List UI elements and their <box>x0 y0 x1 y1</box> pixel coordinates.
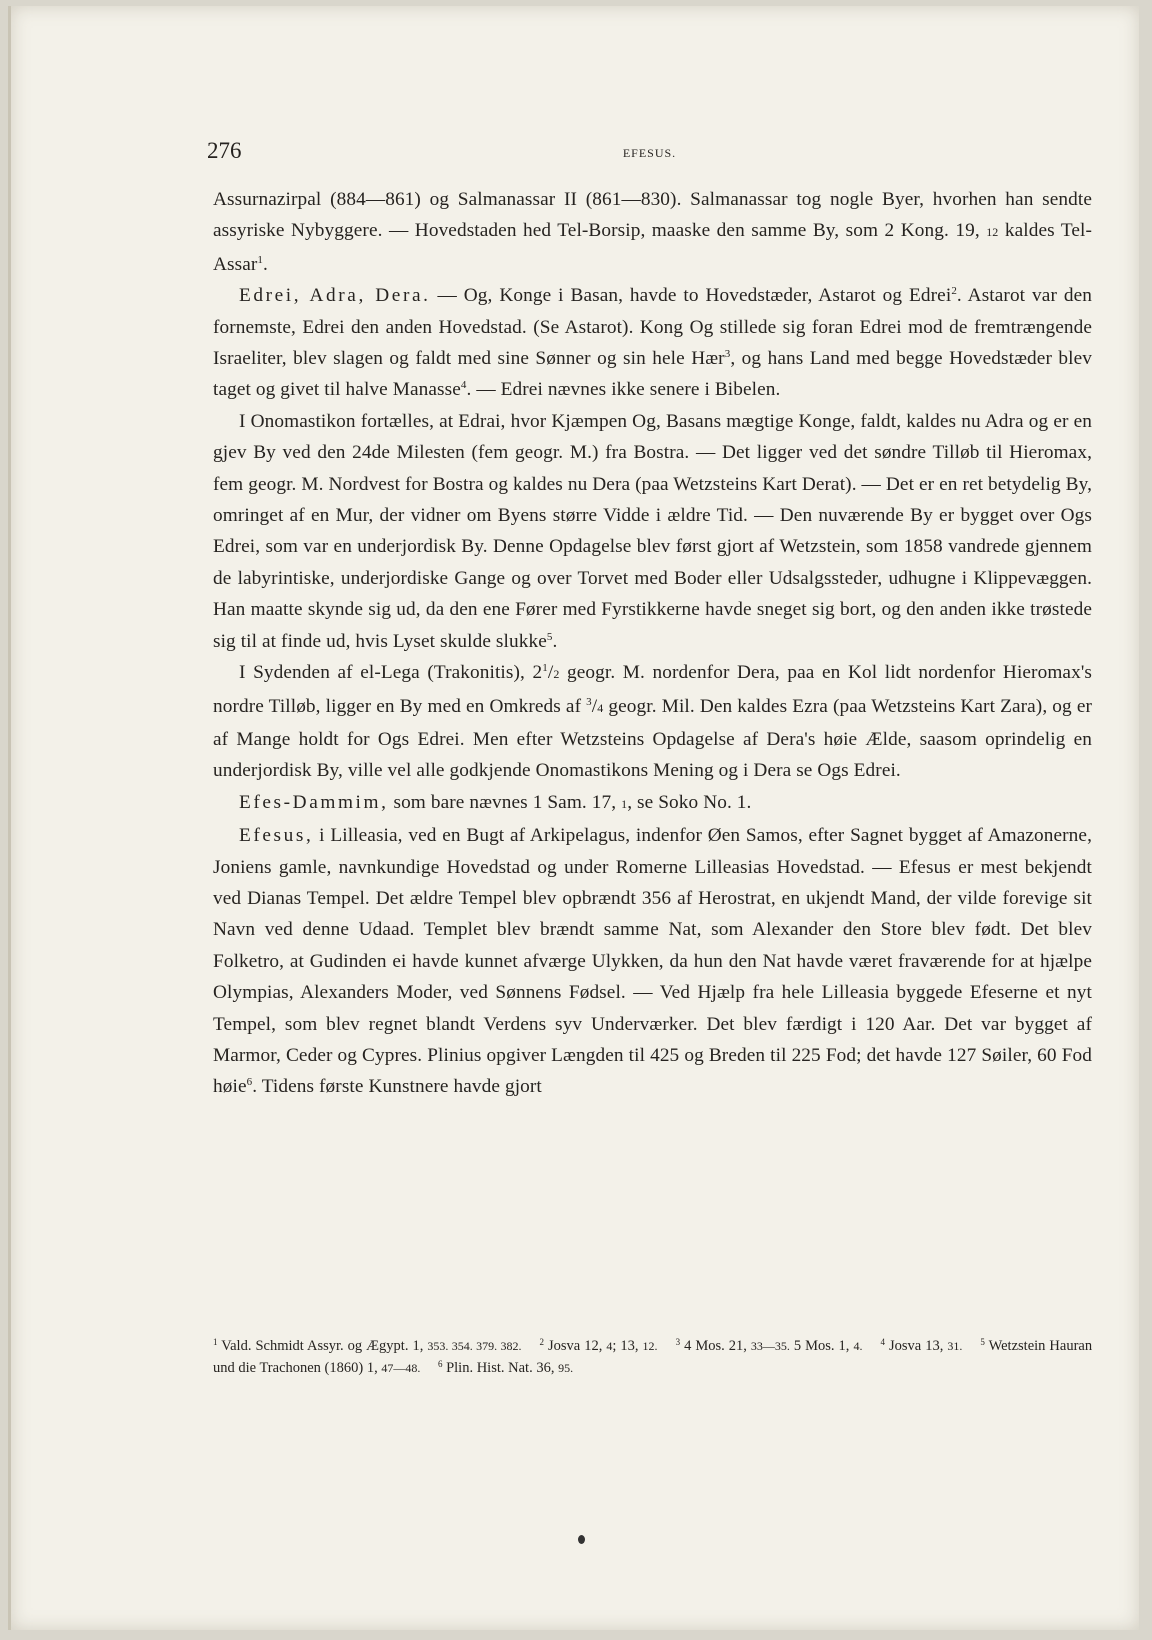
verse-number: 4 <box>606 1339 613 1353</box>
text-run: , og hans Land med begge Hovedstæder blev taget og givet til halve Manasse <box>213 348 1092 401</box>
text-run: , se Soko No. 1. <box>627 791 752 813</box>
footnote-ref: 2 <box>951 285 957 298</box>
text-run: / <box>591 695 598 717</box>
text-run: kaldes Tel-Assar <box>213 220 1092 275</box>
text-run: . Tidens første Kunstnere havde gjort <box>252 1076 542 1098</box>
text-run: geogr. Mil. Den kaldes Ezra (paa Wetzsteins Kart Zara), og er af Mange holdt for Ogs Edrei. Men efter Wetzsteins Opdagelse af Dera's høie Ælde, saasom oprindelig en underjordisk By, ville vel alle godkjende Onomastikons Mening og i Dera se Ogs Edrei. <box>213 695 1092 782</box>
text-run: Wetzstein Hauran und die Trachonen (1860) 1, <box>213 1338 1093 1376</box>
page-header <box>207 138 1092 168</box>
text-run: Plin. Hist. Nat. 36, <box>446 1360 559 1376</box>
footnote-ref: 1 <box>257 253 264 266</box>
page-number: 276 <box>207 138 242 163</box>
paragraph <box>213 657 1092 787</box>
footnote <box>438 1360 573 1376</box>
footnote-ref: 4 <box>460 379 467 392</box>
text-run: som bare nævnes 1 Sam. 17, <box>388 791 622 813</box>
footnote-mark: 2 <box>539 1337 544 1347</box>
paragraph <box>213 280 1092 406</box>
footnotes <box>213 1335 1092 1379</box>
running-title: EFESUS. <box>622 146 677 160</box>
verse-number: 1 <box>621 796 628 811</box>
verse-number: 353. 354. 379. 382. <box>427 1339 522 1353</box>
entry-headword: Efesus, <box>239 825 314 847</box>
footnote <box>213 1338 521 1354</box>
verse-number: 31. <box>947 1339 963 1353</box>
footnote-mark: 5 <box>980 1337 985 1347</box>
verse-number: 2 <box>553 667 560 682</box>
footnote-mark: 6 <box>437 1359 443 1369</box>
text-run: . — Edrei nævnes ikke senere i Bibelen. <box>466 379 781 401</box>
text-run: 4 Mos. 21, <box>684 1338 751 1354</box>
footnote <box>540 1338 658 1354</box>
text-run: Josva 12, <box>548 1338 607 1354</box>
footnote-mark: 1 <box>213 1337 218 1347</box>
text-run: Assurnazirpal (884—861) og Salmanassar II (861—830). Salmanassar tog nogle Byer, hvorhen han sendte assyriske Nybyggere. — Hovedstaden hed Tel-Borsip, maaske den samme By, som 2 Kong. 19, <box>213 189 1092 242</box>
verse-number: 47—48. <box>381 1361 421 1375</box>
text-run: . <box>263 253 268 275</box>
entry-headword: Efes-Dammim, <box>239 791 389 813</box>
footnote-mark: 4 <box>880 1337 885 1347</box>
verse-number: 33—35. <box>750 1339 790 1353</box>
verse-number: 12. <box>642 1339 658 1353</box>
footnote-ref: 6 <box>246 1076 253 1089</box>
footnote-ref: 5 <box>546 630 553 643</box>
verse-number: 12 <box>986 225 999 240</box>
footnote <box>880 1338 962 1354</box>
entry-headword: Edrei, Adra, Dera. <box>239 285 431 307</box>
text-run: Vald. Schmidt Assyr. og Ægypt. 1, <box>221 1338 428 1354</box>
verse-number: 95. <box>558 1361 574 1375</box>
text-run: . Astarot var den fornemste, Edrei den anden Hovedstad. (Se Astarot). Kong Og stillede sig foran Edrei mod de fremtrængende Israeliter, blev slagen og faldt med sine Sønner og sin hele Hær <box>213 285 1092 370</box>
text-run: I Sydenden af el-Lega (Trakonitis), 2 <box>239 662 543 684</box>
ink-speck <box>578 1535 585 1544</box>
text-run: I Onomastikon fortælles, at Edrai, hvor Kjæmpen Og, Basans mægtige Konge, faldt, kaldes nu Adra og er en gjev By ved den 24de Milesten (fem geogr. M.) fra Bostra. — Det ligger ved det søndre Tilløb til Hieromax, fem geogr. M. Nordvest for Bostra og kaldes nu Dera (paa Wetzsteins Kart Derat). — Det er en ret betydelig By, omringet af en Mur, der vidner om Byens større Vidde i ældre Tid. — Den nuværende By er bygget over Ogs Edrei, som var en underjordisk By. Denne Opdagelse blev først gjort af Wetzstein, som 1858 vandrede gjennem de labyrintiske, underjordiske Gange og over Torvet med Boder eller Udsalgssteder, udhugne i Klippevæggen. Han maatte skynde sig ud, da den ene Fører med Fyrstikkerne havde sneget sig bort, og den anden ikke trøstede sig til at finde ud, hvis Lyset skulde slukke <box>213 410 1092 652</box>
body-text <box>213 184 1092 1103</box>
footnote-ref: 3 <box>586 695 592 708</box>
paragraph <box>213 820 1092 1103</box>
footnote-ref: 1 <box>542 662 548 675</box>
text-run: ; 13, <box>612 1338 643 1354</box>
text-run: — Og, Konge i Basan, havde to Hovedstæder, Astarot og Edrei <box>430 285 952 307</box>
text-run: 5 Mos. 1, <box>789 1338 854 1354</box>
text-run: Josva 13, <box>888 1338 948 1354</box>
text-run: . <box>552 630 558 652</box>
text-run: geogr. M. nordenfor Dera, paa en Kol lidt nordenfor Hieromax's nordre Tilløb, ligger en By med en Omkreds af <box>213 662 1092 717</box>
paragraph <box>213 787 1092 820</box>
paragraph <box>213 406 1092 657</box>
footnote-mark: 3 <box>675 1337 681 1347</box>
paragraph <box>213 184 1092 280</box>
footnote <box>676 1338 863 1354</box>
text-run: i Lilleasia, ved en Bugt af Arkipelagus, indenfor Øen Samos, efter Sagnet bygget af Amazonerne, Joniens gamle, navnkundige Hovedstad og under Romerne Lilleasias Hovedstad. — Efesus er mest bekjendt ved Dianas Tempel. Det ældre Tempel blev opbrændt 356 af Herostrat, en ukjendt Mand, der vilde forevige sit Navn ved denne Udaad. Templet blev brændt samme Nat, som Alexander den Store blev født. Det blev Folketro, at Gudinden ei havde kunnet afværge Ulykken, da hun den Nat havde været fraværende for at hjælpe Olympias, Alexanders Moder, ved Sønnens Fødsel. — Ved Hjælp fra hele Lilleasia byggede Efeserne et nyt Tempel, som blev regnet blandt Verdens syv Underværker. Det blev færdigt i 120 Aar. Det var bygget af Marmor, Ceder og Cypres. Plinius opgiver Længden til 425 og Breden til 225 Fod; det havde 127 Søiler, 60 Fod høie <box>213 825 1092 1098</box>
verse-number: 4 <box>597 700 604 715</box>
footnote-ref: 3 <box>724 348 731 361</box>
book-page <box>8 6 1139 1630</box>
text-run: / <box>547 662 554 684</box>
verse-number: 4. <box>853 1339 863 1353</box>
